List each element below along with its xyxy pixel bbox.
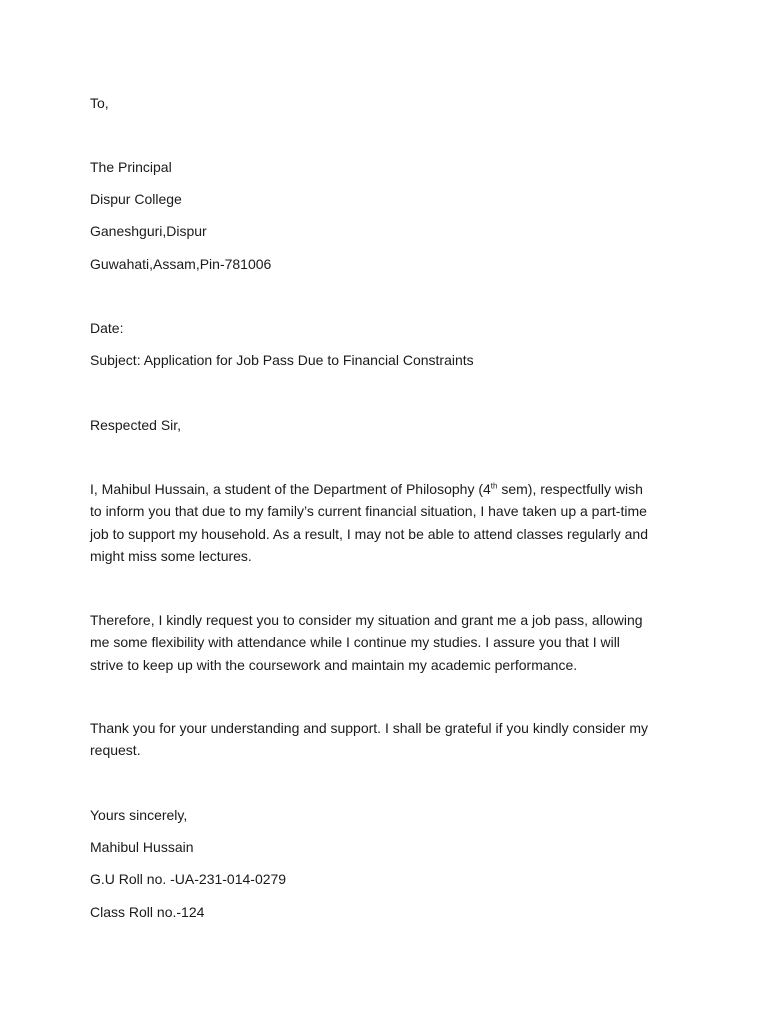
class-roll-number: Class Roll no.-124 — [90, 904, 205, 920]
recipient-title: The Principal — [90, 159, 172, 175]
paragraph-1-line-3: job to support my household. As a result, I may not be able to attend classes regularly and — [90, 525, 648, 542]
greeting: Respected Sir, — [90, 417, 182, 433]
date-label: Date: — [90, 320, 124, 336]
recipient-city: Guwahati,Assam,Pin-781006 — [90, 256, 272, 272]
paragraph-1-line-2: to inform you that due to my family’s current financial situation, I have taken up a part-time — [90, 503, 647, 520]
recipient-institution: Dispur College — [90, 191, 182, 207]
subject-line: Subject: Application for Job Pass Due to Financial Constraints — [90, 352, 474, 368]
paragraph-3-line-2: request. — [90, 742, 141, 759]
paragraph-2-line-1: Therefore, I kindly request you to consider my situation and grant me a job pass, allowing — [90, 612, 643, 628]
recipient-locality: Ganeshguri,Dispur — [90, 223, 207, 239]
body-paragraph-2 — [90, 609, 680, 676]
body-paragraph-1 — [90, 478, 680, 567]
paragraph-3-line-1: Thank you for your understanding and support. I shall be grateful if you kindly consider my — [90, 720, 648, 736]
closing: Yours sincerely, — [90, 807, 188, 823]
paragraph-1-line-4: might miss some lectures. — [90, 547, 252, 564]
paragraph-2-line-2: me some flexibility with attendance while I continue my studies. I assure you that I will — [90, 634, 620, 651]
gu-roll-number: G.U Roll no. -UA-231-014-0279 — [90, 871, 287, 887]
salutation-to: To, — [90, 95, 109, 111]
ordinal-suffix: th — [490, 481, 498, 491]
signature-name: Mahibul Hussain — [90, 839, 194, 855]
body-paragraph-3 — [90, 717, 680, 762]
paragraph-2-line-3: strive to keep up with the coursework and maintain my academic performance. — [90, 656, 578, 673]
paragraph-1-line-1: I, Mahibul Hussain, a student of the Department of Philosophy (4th sem), respectfully wish — [90, 481, 643, 497]
